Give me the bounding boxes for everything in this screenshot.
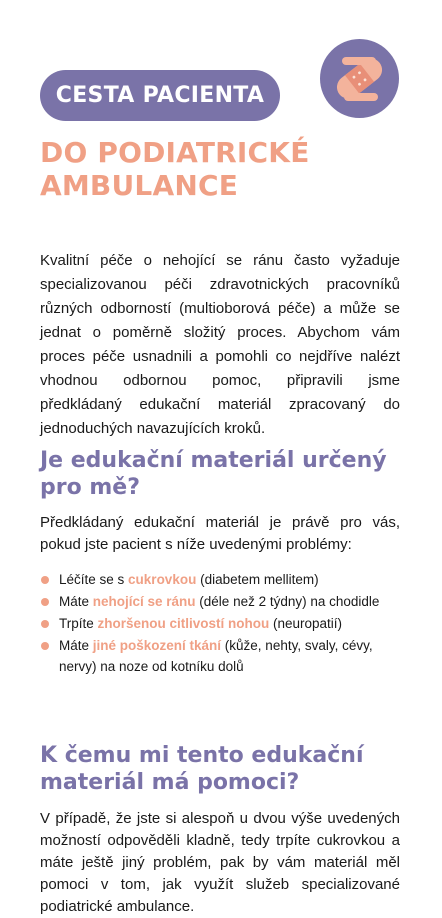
list-item <box>40 591 400 612</box>
section2-heading-line1: K čemu mi tento edukační <box>40 743 364 768</box>
list-item-highlight: jiné poškození tkání <box>92 638 222 653</box>
list-item-before: Máte <box>59 594 93 609</box>
bullet-dot-icon <box>41 598 49 606</box>
title-line-1: DO PODIATRICKÉ <box>40 136 310 169</box>
list-item-highlight: zhoršenou citlivostí nohou <box>97 616 270 631</box>
list-item-highlight: cukrovkou <box>128 572 197 587</box>
list-item <box>40 613 400 634</box>
list-item-before: Léčíte se s <box>59 572 129 587</box>
list-item-after: (diabetem mellitem) <box>196 572 319 587</box>
list-item-before: Máte <box>59 638 93 653</box>
page-title <box>40 136 400 202</box>
list-item <box>40 569 400 590</box>
bandage-z-icon <box>320 39 399 118</box>
bullet-dot-icon <box>41 642 49 650</box>
list-item-highlight: nehojící se ránu <box>92 594 196 609</box>
list-item <box>40 635 400 677</box>
section1-text: Předkládaný edukační materiál je právě pro vás, pokud jste pacient s níže uvedenými problémy: <box>40 514 400 553</box>
list-item-after: (neuropatií) <box>269 616 343 631</box>
section1-heading <box>40 447 400 501</box>
list-item-after: (kůže, nehty, svaly, cévy, nervy) na noze od kotníku dolů <box>59 638 373 674</box>
list-item-after: (déle než 2 týdny) na chodidle <box>195 594 380 609</box>
bullet-dot-icon <box>41 620 49 628</box>
problem-list <box>40 569 400 678</box>
bullet-dot-icon <box>41 576 49 584</box>
section1-heading-line1: Je edukační materiál určený <box>40 448 387 473</box>
section1-heading-line2: pro mě? <box>40 475 140 500</box>
intro-paragraph: Kvalitní péče o nehojící se ránu často vyžaduje specializovanou péči zdravotnických pracovníků různých odborností (multioborová péče) a může se jednat o poměrně složitý proces. Abychom vám proces péče usnadnili a pomohli co nejdříve nalézt vhodnou odbornou pomoc, připravili jsme předkládaný edukační materiál zpracovaný do jednoduchých navazujících kroků. <box>40 252 400 437</box>
list-item-before: Trpíte <box>59 616 98 631</box>
section2-heading-line2: materiál má pomoci? <box>40 770 300 795</box>
section2-text: V případě, že jste si alespoň u dvou výše uvedených možností odpověděli kladně, tedy trpíte cukrovkou a máte ještě jiný problém, pak by vám materiál měl pomoci v tom, jak využít služeb specializované podiatrické ambulance. <box>40 810 400 915</box>
pill-label: CESTA PACIENTA <box>55 83 265 108</box>
section2-heading <box>40 742 400 796</box>
header-pill <box>40 70 280 121</box>
title-line-2: AMBULANCE <box>40 169 239 202</box>
